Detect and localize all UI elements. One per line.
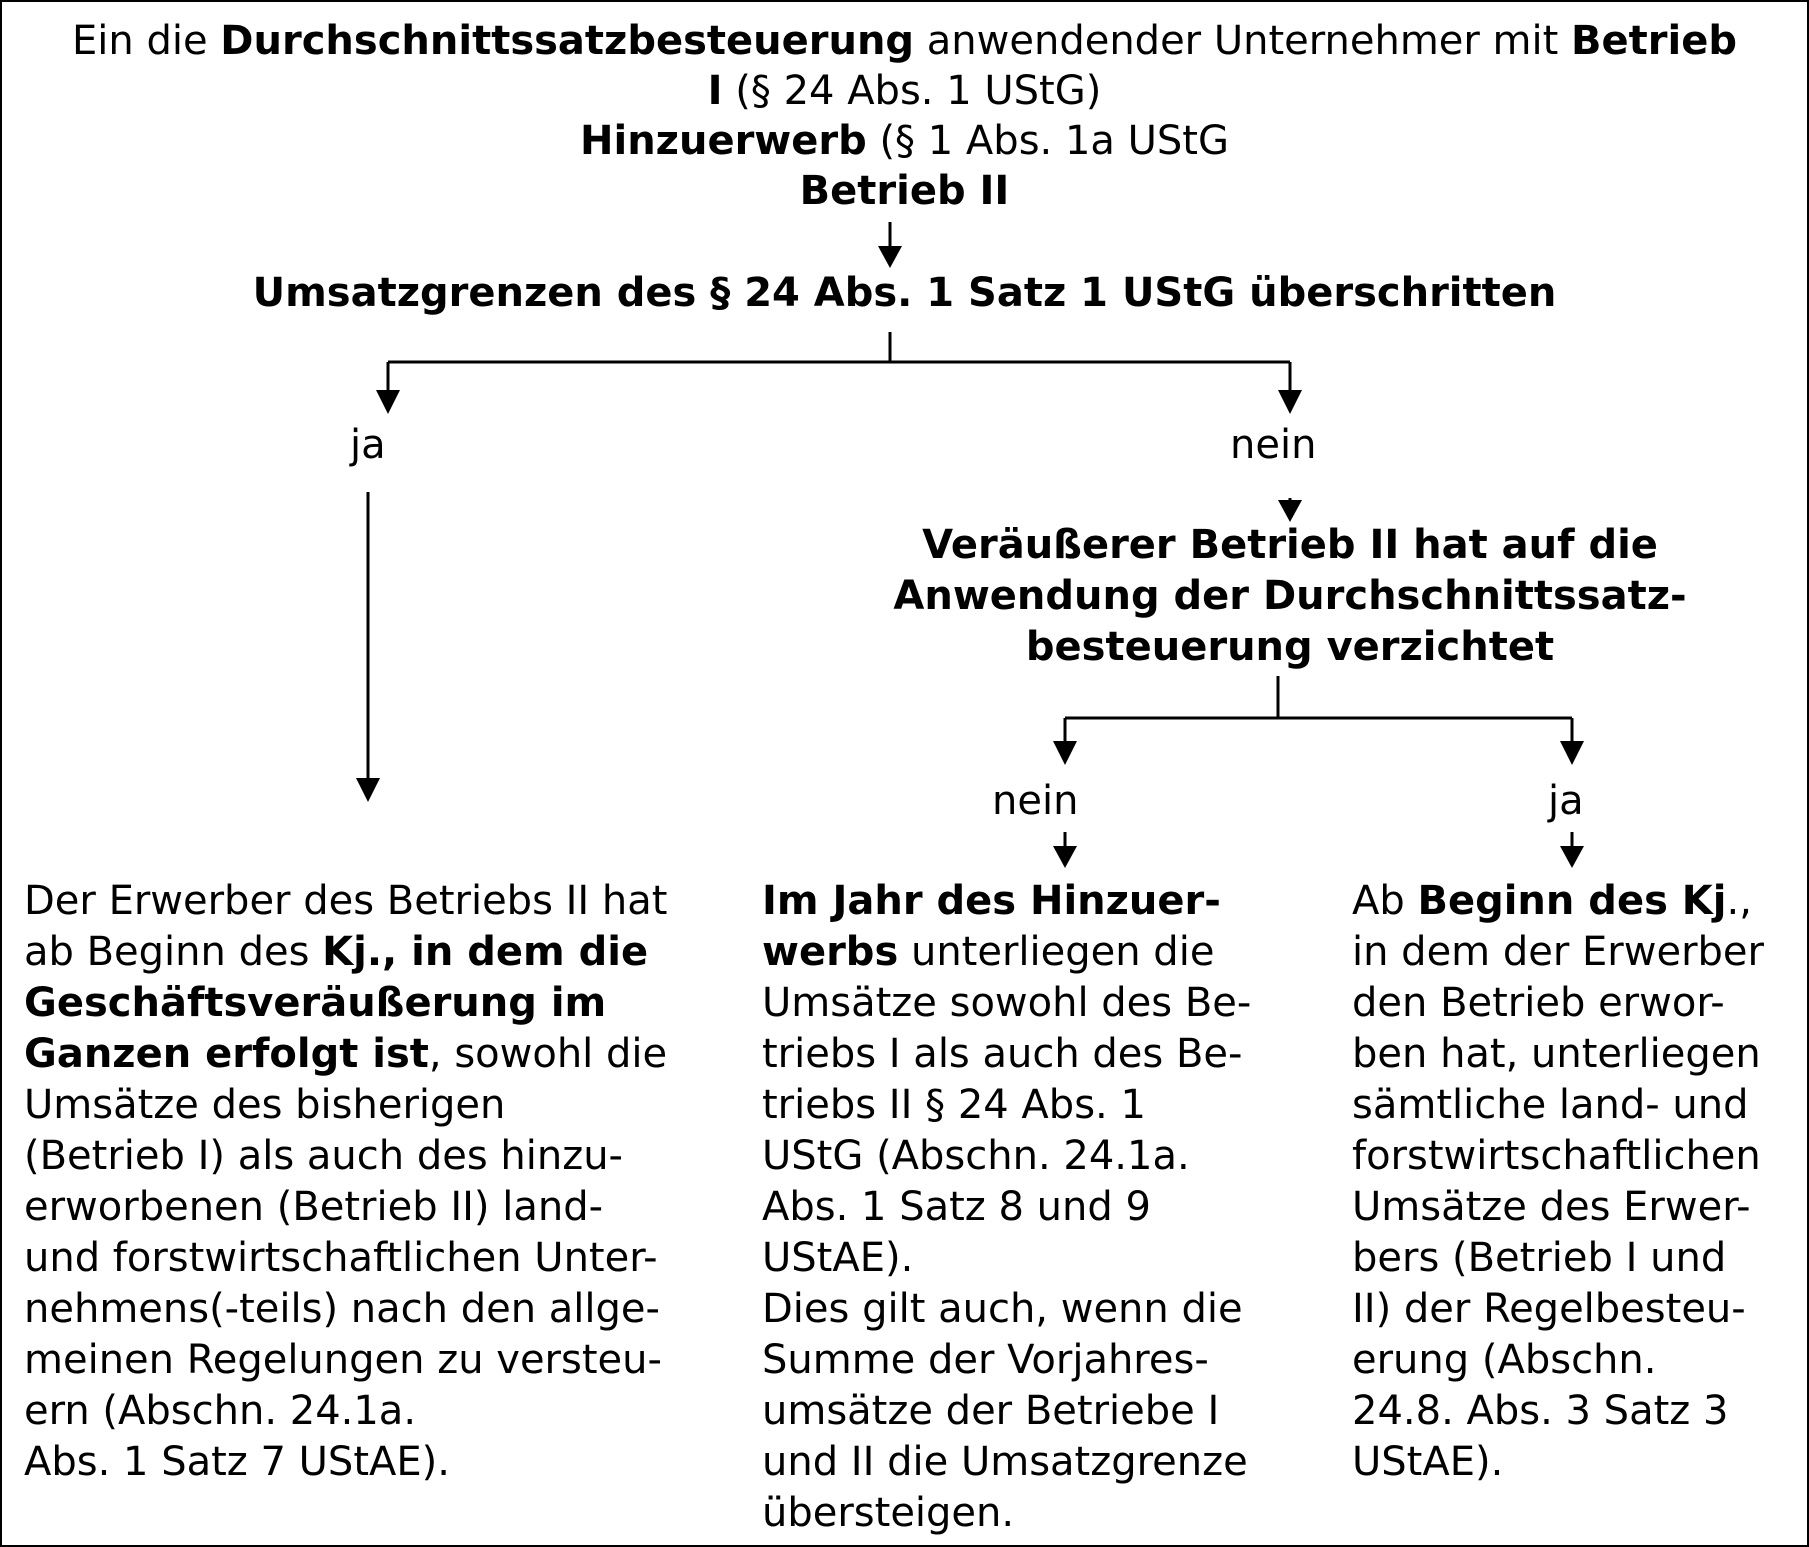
result-left-text: ab Beginn des (24, 929, 323, 975)
result-middle-line (762, 927, 1322, 978)
result-middle-line (762, 876, 1322, 927)
header-bold-term: Betrieb (1571, 18, 1737, 64)
result-middle-line: Dies gilt auch, wenn die (762, 1286, 1243, 1332)
result-middle-line: und II die Umsatzgrenze (762, 1439, 1248, 1485)
question-2 (820, 520, 1760, 673)
branch-nein-label: nein (1230, 422, 1317, 468)
arrowhead-nein (1278, 390, 1302, 414)
header-bold-term: Durchschnittssatzbesteuerung (220, 18, 915, 64)
branch2-ja-label: ja (1548, 778, 1584, 824)
arrowhead-ja-long (356, 778, 380, 802)
question-2-line: besteuerung verzichtet (1025, 624, 1555, 670)
header-line-1 (20, 16, 1789, 67)
header-line-4 (20, 166, 1789, 217)
result-right-line: UStAE). (1352, 1439, 1504, 1485)
result-left-line (24, 927, 744, 978)
question-2-line: Anwendung der Durchschnittssatz- (893, 573, 1687, 619)
header-text: (§ 24 Abs. 1 UStG) (722, 68, 1102, 114)
result-right-line: sämtliche land- und (1352, 1082, 1749, 1128)
result-left-line: ern (Abschn. 24.1a. (24, 1388, 417, 1434)
header-bold-term: Hinzuerwerb (580, 118, 867, 164)
result-left-line: erworbenen (Betrieb II) land- (24, 1184, 604, 1230)
result-left-line: (Betrieb I) als auch des hinzu- (24, 1133, 623, 1179)
result-right-line: forstwirtschaftlichen (1352, 1133, 1761, 1179)
result-right-line: ben hat, unterliegen (1352, 1031, 1761, 1077)
arrowhead-ja (376, 390, 400, 414)
result-left-line: meinen Regelungen zu versteu- (24, 1337, 662, 1383)
result-middle-text: unterliegen die (898, 929, 1215, 975)
result-right-line: bers (Betrieb I und (1352, 1235, 1727, 1281)
result-right-text: Ab (1352, 878, 1418, 924)
result-left-line (24, 1029, 744, 1080)
result-left-line: Der Erwerber des Betriebs II hat (24, 878, 668, 924)
header-text: anwendender Unternehmer mit (914, 18, 1572, 64)
result-middle-line: Umsätze sowohl des Be- (762, 980, 1252, 1026)
result-right-line: 24.8. Abs. 3 Satz 3 (1352, 1388, 1729, 1434)
result-left-bold: Kj., in dem die (322, 929, 649, 975)
result-middle-line: übersteigen. (762, 1490, 1015, 1536)
result-middle-bold: Im Jahr des Hinzuer- (762, 878, 1221, 924)
result-left-line: Abs. 1 Satz 7 UStAE). (24, 1439, 450, 1485)
header-bold-term: I (707, 68, 723, 114)
header-text: Ein die (72, 18, 221, 64)
result-middle-line: triebs I als auch des Be- (762, 1031, 1243, 1077)
result-middle-line: umsätze der Betriebe I (762, 1388, 1220, 1434)
result-middle-line: triebs II § 24 Abs. 1 (762, 1082, 1146, 1128)
arrowhead-result-right (1560, 846, 1584, 868)
arrowhead-result-middle (1053, 846, 1077, 868)
result-right-line: den Betrieb erwor- (1352, 980, 1725, 1026)
result-middle-line: Abs. 1 Satz 8 und 9 (762, 1184, 1151, 1230)
result-middle-bold: werbs (762, 929, 899, 975)
result-left-bold: Geschäftsveräußerung im (24, 980, 607, 1026)
header-text: (§ 1 Abs. 1a UStG (866, 118, 1229, 164)
header-line-2 (20, 66, 1789, 117)
result-left-text: , sowohl die (428, 1031, 668, 1077)
result-middle (762, 876, 1322, 1539)
result-middle-line: UStG (Abschn. 24.1a. (762, 1133, 1190, 1179)
result-left-bold: Ganzen erfolgt ist (24, 1031, 429, 1077)
branch2-nein-label: nein (992, 778, 1079, 824)
question-1 (20, 268, 1789, 319)
result-right-line: in dem der Erwerber (1352, 929, 1764, 975)
result-right-line: Umsätze des Erwer- (1352, 1184, 1751, 1230)
header-line-3 (20, 116, 1789, 167)
arrowhead-question1 (878, 246, 902, 268)
result-left (24, 876, 744, 1488)
question-1-text: Umsatzgrenzen des § 24 Abs. 1 Satz 1 UStG überschritten (252, 270, 1557, 316)
result-left-line: nehmens(-teils) nach den allge- (24, 1286, 660, 1332)
result-middle-line: Summe der Vorjahres- (762, 1337, 1209, 1383)
result-left-line: Umsätze des bisherigen (24, 1082, 506, 1128)
result-right-line (1352, 876, 1792, 927)
question-2-line: Veräußerer Betrieb II hat auf die (922, 522, 1658, 568)
result-middle-line: UStAE). (762, 1235, 914, 1281)
result-left-line (24, 978, 744, 1029)
header-bold-term: Betrieb II (799, 168, 1010, 214)
result-right-line: II) der Regelbesteu- (1352, 1286, 1746, 1332)
result-right-bold: Beginn des Kj (1417, 878, 1727, 924)
arrowhead-branch2-nein (1053, 741, 1077, 765)
result-right-line: erung (Abschn. (1352, 1337, 1657, 1383)
result-right (1352, 876, 1792, 1488)
result-right-text: ., (1726, 878, 1752, 924)
arrowhead-branch2-ja (1560, 741, 1584, 765)
arrowhead-question2 (1278, 500, 1302, 522)
branch-ja-label: ja (350, 422, 386, 468)
result-left-line: und forstwirtschaftlichen Unter- (24, 1235, 658, 1281)
